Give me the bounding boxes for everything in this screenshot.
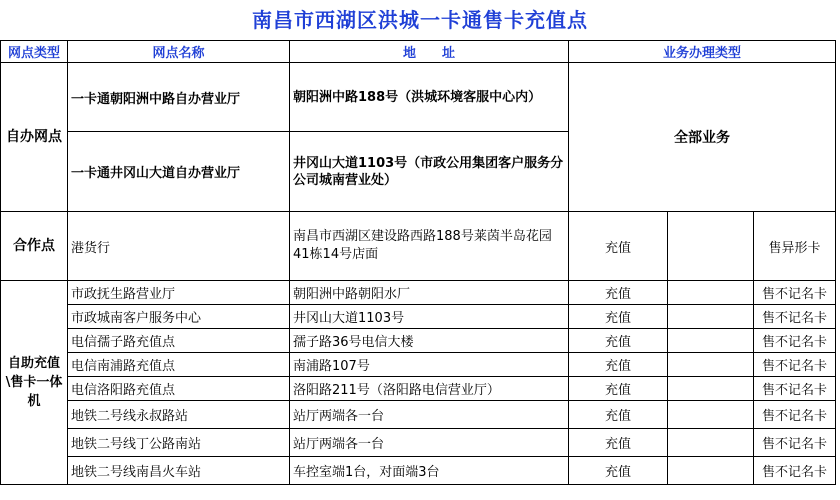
empty-cell: [668, 429, 754, 457]
empty-cell: [668, 329, 754, 353]
card-cell: 售不记名卡: [754, 353, 836, 377]
card-cell: 售不记名卡: [754, 281, 836, 305]
empty-cell: [668, 377, 754, 401]
outlet-name: 市政城南客户服务中心: [68, 305, 290, 329]
outlet-name: 地铁二号线丁公路南站: [68, 429, 290, 457]
card-cell: 售异形卡: [754, 212, 836, 281]
recharge-cell: 充值: [569, 429, 668, 457]
type-self-service: 自办网点: [1, 63, 68, 212]
outlet-address: 南浦路107号: [290, 353, 569, 377]
recharge-cell: 充值: [569, 457, 668, 485]
outlet-address: 南昌市西湖区建设路西路188号莱茵半岛花园41栋14号店面: [290, 212, 569, 281]
table-row: [1, 212, 836, 281]
page-title: 南昌市西湖区洪城一卡通售卡充值点: [252, 8, 588, 32]
outlet-name: 电信南浦路充值点: [68, 353, 290, 377]
table-row: [1, 63, 836, 132]
card-cell: 售不记名卡: [754, 401, 836, 429]
header-business: 业务办理类型: [569, 41, 836, 63]
business-all: 全部业务: [569, 63, 836, 212]
outlet-address: 朝阳洲中路188号（洪城环境客服中心内）: [290, 63, 569, 132]
card-cell: 售不记名卡: [754, 305, 836, 329]
type-kiosk: 自助充值\售卡一体机: [1, 281, 68, 485]
table-row: [1, 401, 836, 429]
card-cell: 售不记名卡: [754, 377, 836, 401]
table-row: [1, 305, 836, 329]
table-header-row: [1, 41, 836, 63]
outlet-name: 市政抚生路营业厅: [68, 281, 290, 305]
outlet-name: 一卡通井冈山大道自办营业厅: [68, 132, 290, 212]
card-cell: 售不记名卡: [754, 429, 836, 457]
outlet-address: 井冈山大道1103号（市政公用集团客户服务分公司城南营业处）: [290, 132, 569, 212]
outlet-name: 地铁二号线永叔路站: [68, 401, 290, 429]
outlet-name: 电信洛阳路充值点: [68, 377, 290, 401]
recharge-cell: 充值: [569, 212, 668, 281]
empty-cell: [668, 353, 754, 377]
type-cooperative: 合作点: [1, 212, 68, 281]
outlet-name: 地铁二号线南昌火车站: [68, 457, 290, 485]
header-type: 网点类型: [1, 41, 68, 63]
header-name: 网点名称: [68, 41, 290, 63]
recharge-cell: 充值: [569, 377, 668, 401]
outlet-address: 站厅两端各一台: [290, 401, 569, 429]
empty-cell: [668, 305, 754, 329]
table-row: [1, 429, 836, 457]
outlet-address: 站厅两端各一台: [290, 429, 569, 457]
empty-cell: [668, 401, 754, 429]
card-cell: 售不记名卡: [754, 457, 836, 485]
outlet-address: 洛阳路211号（洛阳路电信营业厅）: [290, 377, 569, 401]
empty-cell: [668, 212, 754, 281]
outlet-name: 一卡通朝阳洲中路自办营业厅: [68, 63, 290, 132]
recharge-cell: 充值: [569, 281, 668, 305]
outlet-table: [0, 40, 836, 485]
table-row: [1, 329, 836, 353]
outlet-name: 港货行: [68, 212, 290, 281]
empty-cell: [668, 281, 754, 305]
outlet-address: 车控室端1台，对面端3台: [290, 457, 569, 485]
card-cell: 售不记名卡: [754, 329, 836, 353]
outlet-address: 孺子路36号电信大楼: [290, 329, 569, 353]
table-row: [1, 353, 836, 377]
table-row: [1, 377, 836, 401]
recharge-cell: 充值: [569, 329, 668, 353]
recharge-cell: 充值: [569, 305, 668, 329]
header-address: 地 址: [290, 41, 569, 63]
recharge-cell: 充值: [569, 401, 668, 429]
outlet-address: 井冈山大道1103号: [290, 305, 569, 329]
outlet-address: 朝阳洲中路朝阳水厂: [290, 281, 569, 305]
recharge-cell: 充值: [569, 353, 668, 377]
empty-cell: [668, 457, 754, 485]
outlet-name: 电信孺子路充值点: [68, 329, 290, 353]
table-row: [1, 457, 836, 485]
table-row: [1, 281, 836, 305]
